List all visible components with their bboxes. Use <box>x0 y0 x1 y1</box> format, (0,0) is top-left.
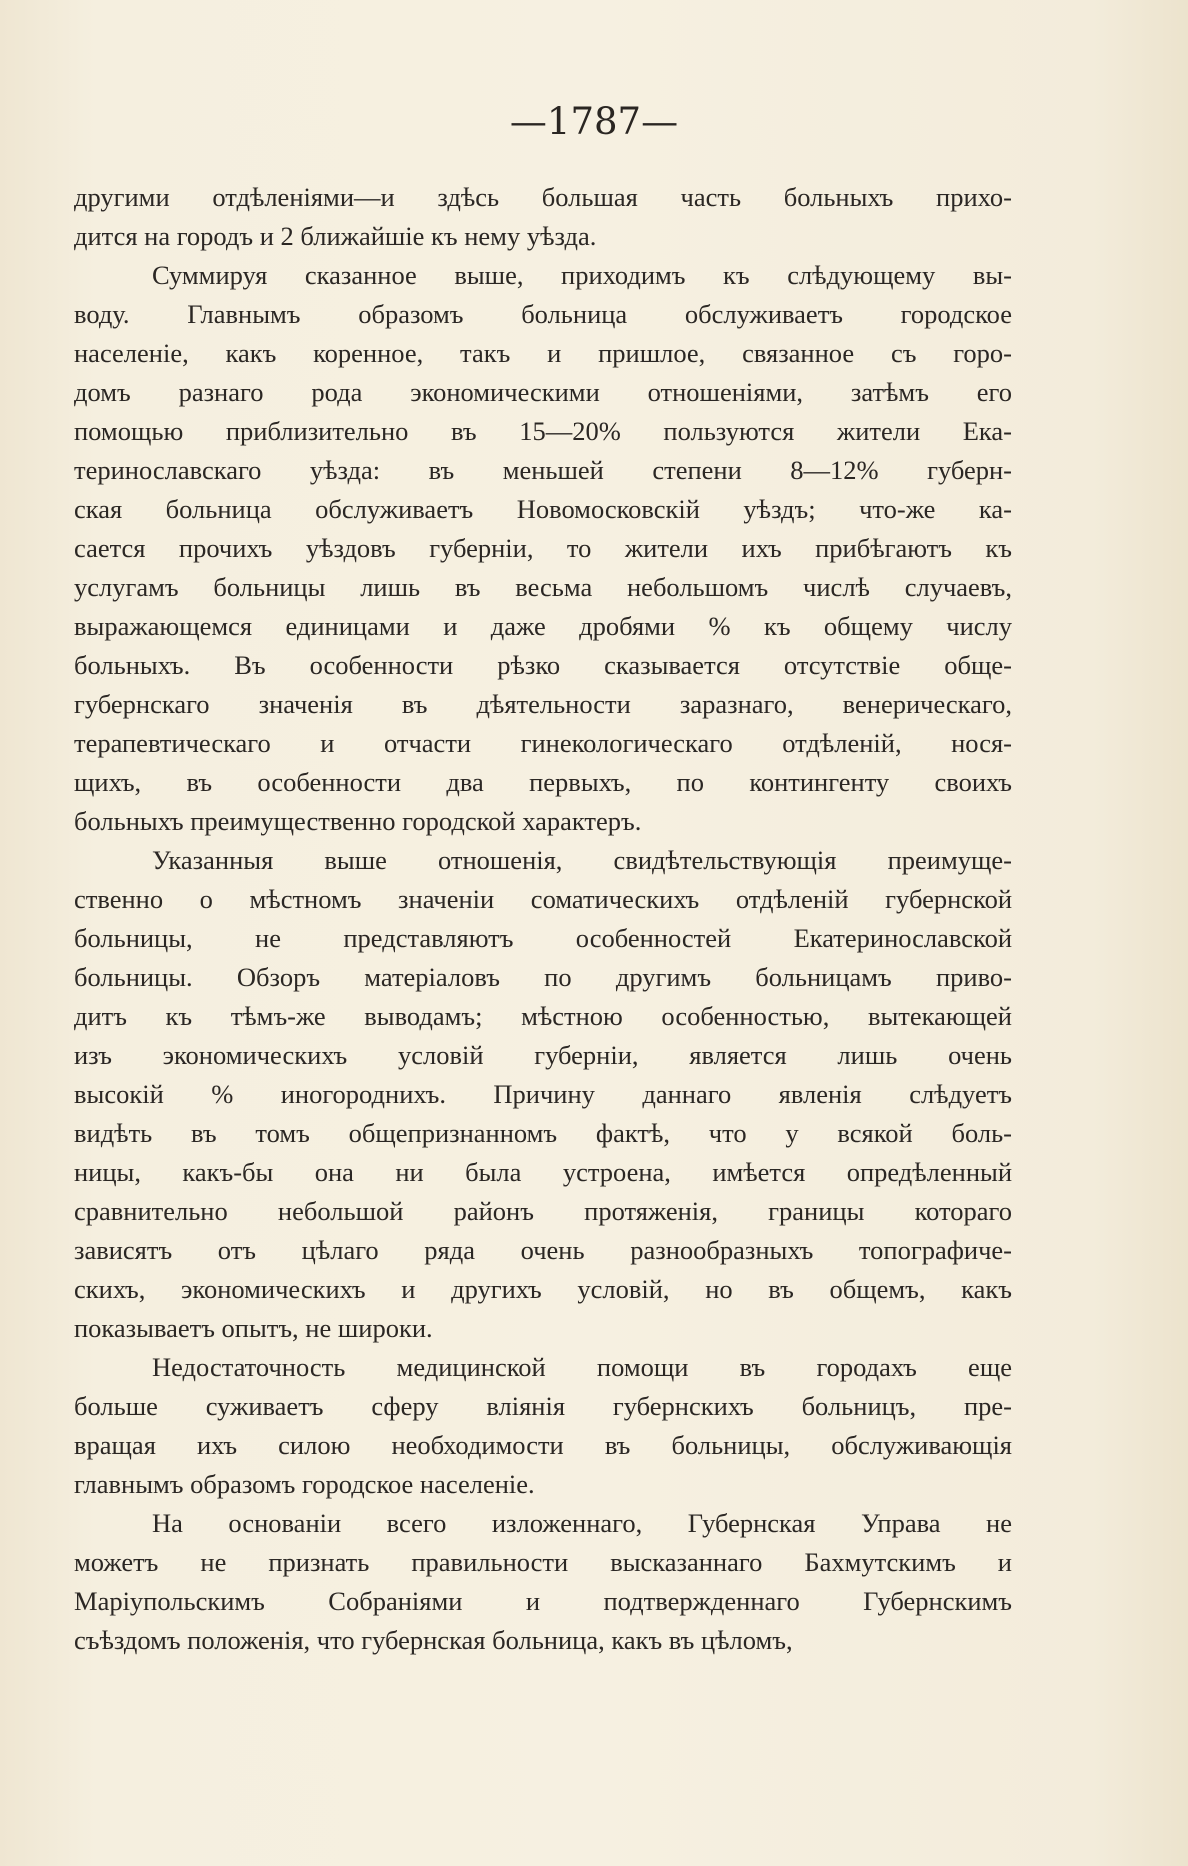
text-line: Суммируя сказанное выше, приходимъ къ слѣдующему вы- <box>152 260 1012 290</box>
text-line: Недостаточность медицинской помощи въ городахъ еще <box>152 1352 1012 1382</box>
body-text <box>74 178 1012 1660</box>
text-line: можетъ не признать правильности высказаннаго Бахмутскимъ и <box>74 1547 1012 1577</box>
text-line: выражающемся единицами и даже дробями % къ общему числу <box>74 611 1012 641</box>
text-line: дитъ къ тѣмъ-же выводамъ; мѣстною особенностью, вытекающей <box>74 1001 1012 1031</box>
text-line: главнымъ образомъ городское населеніе. <box>74 1469 535 1499</box>
text-line: терапевтическаго и отчасти гинекологическаго отдѣленій, нося- <box>74 728 1012 758</box>
text-line: дится на городъ и 2 ближайшіе къ нему уѣзда. <box>74 221 597 251</box>
text-line: теринославскаго уѣзда: въ меньшей степени 8—12% губерн- <box>74 455 1012 485</box>
text-line: съѣздомъ положенія, что губернская больница, какъ въ цѣломъ, <box>74 1625 793 1655</box>
text-line: сравнительно небольшой районъ протяженія, границы котораго <box>74 1196 1012 1226</box>
page-number: —1787— <box>509 100 679 143</box>
text-line: больницы, не представляютъ особенностей Екатеринославской <box>74 923 1012 953</box>
text-line: помощью приблизительно въ 15—20% пользуются жители Ека- <box>74 416 1012 446</box>
text-line: населеніе, какъ коренное, такъ и пришлое, связанное съ горо- <box>74 338 1012 368</box>
text-line: больницы. Обзоръ матеріаловъ по другимъ больницамъ приво- <box>74 962 1012 992</box>
paragraph <box>74 256 1012 841</box>
text-line: сается прочихъ уѣздовъ губерніи, то жители ихъ прибѣгаютъ къ <box>74 533 1012 563</box>
text-line: Указанныя выше отношенія, свидѣтельствующія преимуще- <box>152 845 1012 875</box>
text-line: домъ разнаго рода экономическими отношеніями, затѣмъ его <box>74 377 1012 407</box>
text-line: скихъ, экономическихъ и другихъ условій, но въ общемъ, какъ <box>74 1274 1012 1304</box>
text-line: зависятъ отъ цѣлаго ряда очень разнообразныхъ топографиче- <box>74 1235 1012 1265</box>
text-line: вращая ихъ силою необходимости въ больницы, обслуживающія <box>74 1430 1012 1460</box>
paragraph <box>74 1348 1012 1504</box>
text-line: больныхъ преимущественно городской характеръ. <box>74 806 642 836</box>
text-line: услугамъ больницы лишь въ весьма небольшомъ числѣ случаевъ, <box>74 572 1012 602</box>
text-line: воду. Главнымъ образомъ больница обслуживаетъ городское <box>74 299 1012 329</box>
text-line: губернскаго значенія въ дѣятельности заразнаго, венерическаго, <box>74 689 1012 719</box>
text-line: На основаніи всего изложеннаго, Губернская Управа не <box>152 1508 1012 1538</box>
text-line: изъ экономическихъ условій губерніи, является лишь очень <box>74 1040 1012 1070</box>
text-line: ницы, какъ-бы она ни была устроена, имѣется опредѣленный <box>74 1157 1012 1187</box>
paragraph <box>74 178 1012 256</box>
text-line: ственно о мѣстномъ значеніи соматическихъ отдѣленій губернской <box>74 884 1012 914</box>
text-line: Маріупольскимъ Собраніями и подтвержденнаго Губернскимъ <box>74 1586 1012 1616</box>
text-line: видѣть въ томъ общепризнанномъ фактѣ, что у всякой боль- <box>74 1118 1012 1148</box>
text-line: больныхъ. Въ особенности рѣзко сказывается отсутствіе обще- <box>74 650 1012 680</box>
paragraph <box>74 1504 1012 1660</box>
text-line: щихъ, въ особенности два первыхъ, по контингенту своихъ <box>74 767 1012 797</box>
text-line: ская больница обслуживаетъ Новомосковскій уѣздъ; что-же ка- <box>74 494 1012 524</box>
text-line: другими отдѣленіями—и здѣсь большая часть больныхъ прихо- <box>74 182 1012 212</box>
text-line: показываетъ опытъ, не широки. <box>74 1313 433 1343</box>
text-line: высокій % иногороднихъ. Причину даннаго явленія слѣдуетъ <box>74 1079 1012 1109</box>
paragraph <box>74 841 1012 1348</box>
text-line: больше суживаетъ сферу вліянія губернскихъ больницъ, пре- <box>74 1391 1012 1421</box>
